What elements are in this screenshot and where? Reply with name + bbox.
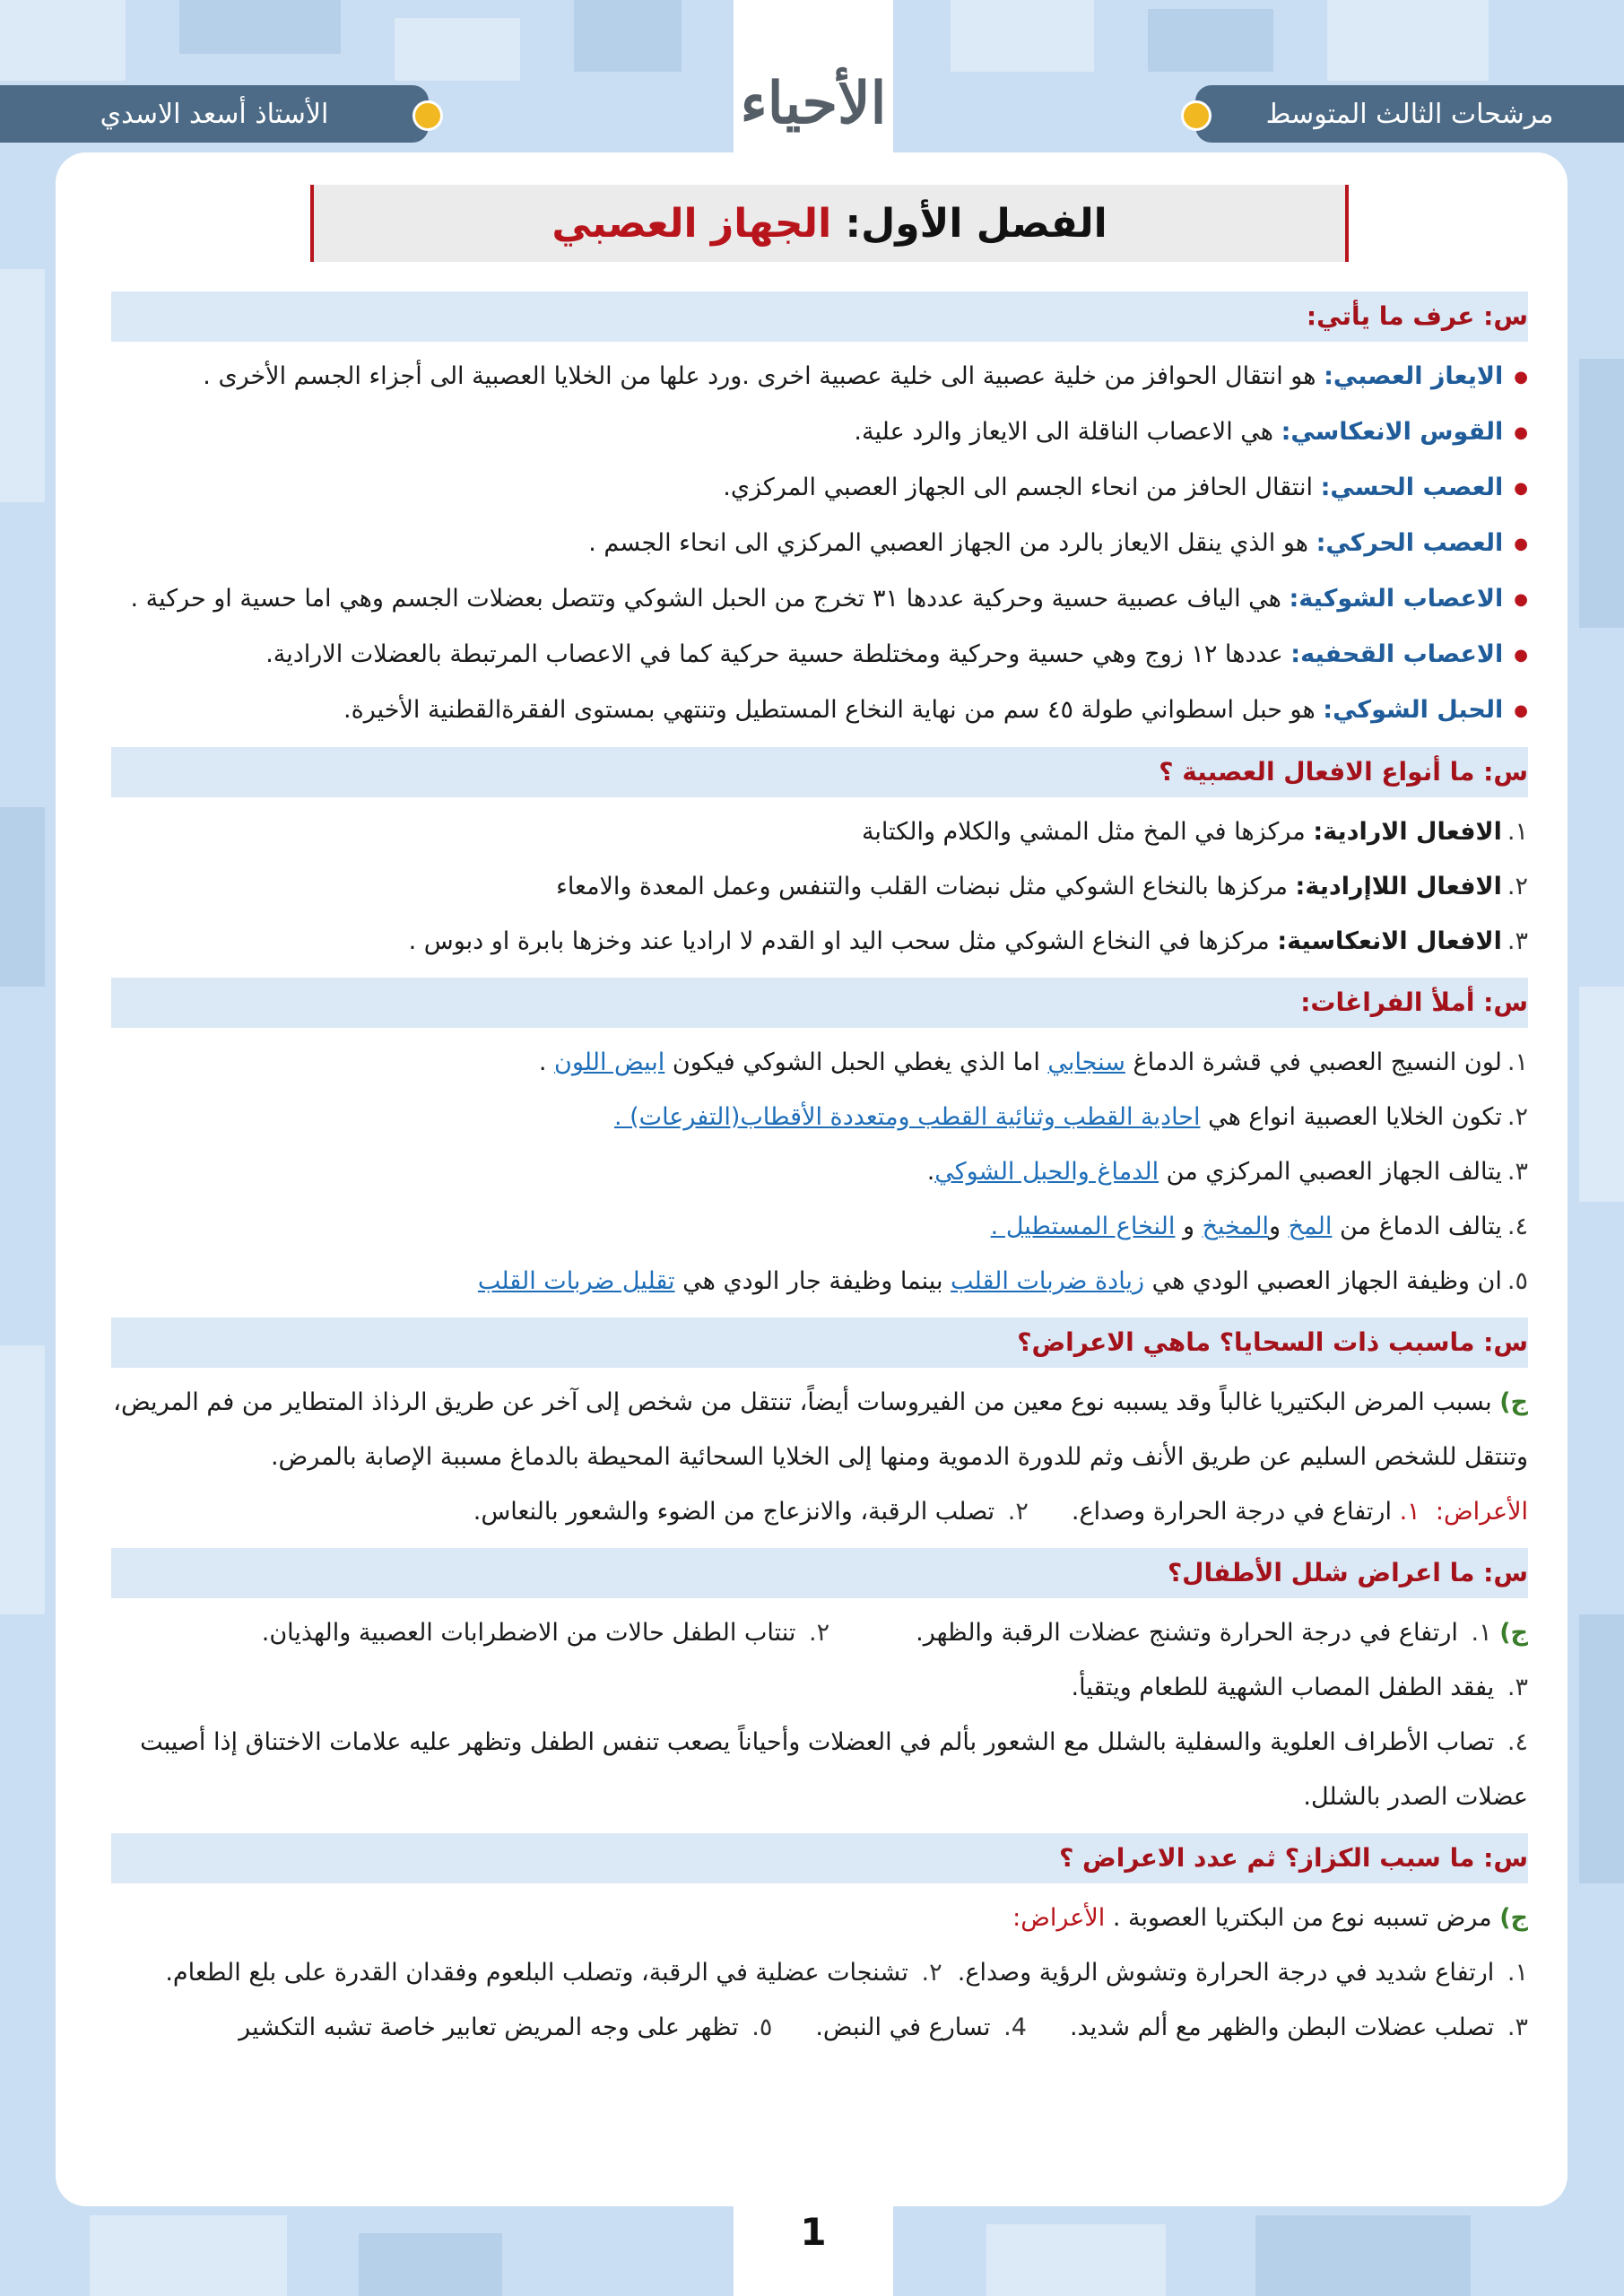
page-number: 1 bbox=[800, 2210, 827, 2254]
list-item: ١. ارتفاع شديد في درجة الحرارة وتشوش الرؤية وصداع. ٢. تشنجات عضلية في الرقبة، وتصلب البلعوم وفقدان القدرة على بلع الطعام. bbox=[165, 1959, 1528, 1987]
definition-item: ● الحبل الشوكي: هو حبل اسطواني طولة ٤٥ سم من نهاية النخاع المستطيل وتنتهي بمستوى الفقرةالقطنية الأخيرة. bbox=[111, 683, 1528, 738]
question-heading: س: عرف ما يأتي: bbox=[111, 291, 1528, 342]
definition-item: ● العصب الحركي: هو الذي ينقل الايعاز بالرد من الجهاز العصبي المركزي الى انحاء الجسم . bbox=[111, 516, 1528, 571]
question-heading: س: ما أنواع الافعال العصبية ؟ bbox=[111, 747, 1528, 797]
question-heading: س: ما اعراض شلل الأطفال؟ bbox=[111, 1548, 1528, 1598]
definition-item: ● الاعصاب القحفيه: عددها ١٢ زوج وهي حسية وحركية ومختلطة حسية حركية كما في الاعصاب المرتبطة بالعضلات الارادية. bbox=[111, 627, 1528, 683]
chapter-name: الجهاز العصبي bbox=[551, 200, 832, 247]
header-dot-right bbox=[1181, 100, 1211, 131]
list-item: ٣. تصلب عضلات البطن والظهر مع ألم شديد.4. تسارع في النبض.٥. تظهر على وجه المريض تعابير خاصة تشبه التكشير bbox=[239, 2013, 1528, 2041]
question-heading: س: ما سبب الكزاز؟ ثم عدد الاعراض ؟ bbox=[111, 1833, 1528, 1883]
section-definitions bbox=[111, 291, 1528, 738]
chapter-prefix: الفصل الأول: bbox=[845, 200, 1107, 247]
header-grade-label: مرشحات الثالث المتوسط bbox=[1195, 85, 1624, 143]
content bbox=[111, 291, 1528, 2064]
definition-item: ● القوس الانعكاسي: هي الاعصاب الناقلة الى الايعاز والرد علية. bbox=[111, 404, 1528, 460]
definition-item: ● الاعصاب الشوكية: هي الياف عصبية حسية وحركية عددها ٣١ تخرج من الحبل الشوكي وتتصل بعضلات الجسم وهي اما حسية او حركية . bbox=[111, 571, 1528, 627]
chapter-title bbox=[310, 185, 1349, 262]
answer-text: ج) مرض تسببه نوع من البكتريا العصوبة . الأعراض: bbox=[1012, 1904, 1528, 1932]
question-heading: س: ماسبب ذات السحايا؟ ماهي الاعراض؟ bbox=[111, 1318, 1528, 1368]
answer-text: ج) بسبب المرض البكتيريا غالباً وقد يسببه نوع معين من الفيروسات أيضاً، تنتقل من شخص إلى آخر عن طريق الرذاذ المتطاير من فم المريض، وتنتقل للشخص السليم عن طريق الأنف وثم للدورة الدموية ومنها إلى الخلايا السحائية المحيطة بالدماغ مسببة الإصابة بالمرض. bbox=[113, 1388, 1528, 1471]
list-item: ٤.يتالف الدماغ من المخ والمخيخ و النخاع المستطيل . bbox=[990, 1213, 1528, 1240]
section-tetanus bbox=[111, 1833, 1528, 2055]
header-dot-left bbox=[413, 100, 443, 131]
list-item: ١.لون النسيج العصبي في قشرة الدماغ سنجابي اما الذي يغطي الحبل الشوكي فيكون ابيض اللون . bbox=[538, 1048, 1528, 1076]
list-item: ٣. يفقد الطفل المصاب الشهية للطعام ويتقيأ. bbox=[1071, 1674, 1528, 1701]
subject-logo: الأحياء bbox=[740, 70, 887, 137]
list-item: ٣.الافعال الانعكاسية: مركزها في النخاع الشوكي مثل سحب اليد او القدم لا اراديا عند وخزها بابرة او دبوس . bbox=[408, 927, 1528, 955]
section-meningitis bbox=[111, 1318, 1528, 1539]
section-nerve-actions bbox=[111, 747, 1528, 969]
list-item: ١.الافعال الارادية: مركزها في المخ مثل المشي والكلام والكتابة bbox=[861, 818, 1528, 846]
list-item: ٢.الافعال اللاإرادية: مركزها بالنخاع الشوكي مثل نبضات القلب والتنفس وعمل المعدة والامعاء bbox=[556, 873, 1528, 900]
definition-item: ● العصب الحسي: انتقال الحافز من انحاء الجسم الى الجهاز العصبي المركزي. bbox=[111, 460, 1528, 516]
section-polio bbox=[111, 1548, 1528, 1824]
list-item: ٥.ان وظيفة الجهاز العصبي الودي هي زيادة ضربات القلب بينما وظيفة جار الودي هي تقليل ضربات القلب bbox=[477, 1267, 1528, 1295]
definition-item: ● الايعاز العصبي: هو انتقال الحوافز من خلية عصبية الى خلية عصبية اخرى .ورد علها من الخلايا العصبية الى أجزاء الجسم الأخرى . bbox=[111, 349, 1528, 404]
question-heading: س: أملأ الفراغات: bbox=[111, 978, 1528, 1028]
list-item: ج) ١. ارتفاع في درجة الحرارة وتشنج عضلات الرقبة والظهر.٢. تنتاب الطفل حالات من الاضطرابات العصبية والهذيان. bbox=[261, 1619, 1528, 1647]
header-teacher-label: الأستاذ أسعد الاسدي bbox=[0, 85, 429, 143]
section-fill-blanks bbox=[111, 978, 1528, 1309]
symptoms-line: الأعراض: ١. ارتفاع في درجة الحرارة وصداع.٢. تصلب الرقبة، والانزعاج من الضوء والشعور بالنعاس. bbox=[473, 1498, 1528, 1526]
list-item: ٢.تكون الخلايا العصبية انواع هي احادية القطب وثنائية القطب ومتعددة الأقطاب(التفرعات) . bbox=[613, 1103, 1528, 1131]
list-item: ٤. تصاب الأطراف العلوية والسفلية بالشلل مع الشعور بألم في العضلات وأحياناً يصعب تنفس الطفل وتظهر عليه علامات الاختناق إذا أصيبت عضلات الصدر بالشلل. bbox=[140, 1728, 1528, 1811]
list-item: ٣.يتالف الجهاز العصبي المركزي من الدماغ والحبل الشوكي. bbox=[926, 1158, 1528, 1186]
